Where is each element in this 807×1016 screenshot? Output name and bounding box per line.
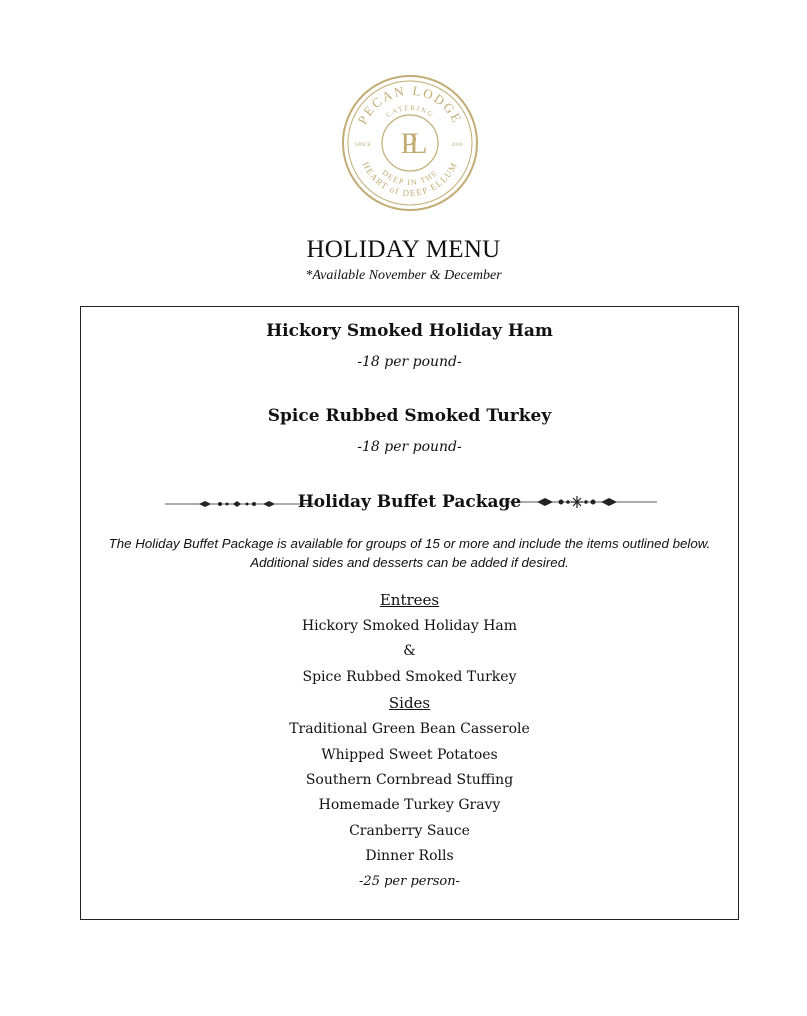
buffet-title: Holiday Buffet Package — [297, 492, 522, 512]
sides-heading: Sides — [388, 694, 431, 712]
side-item: Homemade Turkey Gravy — [318, 797, 501, 813]
logo-monogram: PL — [400, 127, 420, 160]
buffet-description-line-1: The Holiday Buffet Package is available for groups of 15 or more and include the items outlined below. — [108, 536, 711, 551]
logo-sub-text: CATERING — [384, 103, 436, 120]
pecan-lodge-logo — [340, 73, 480, 213]
entree-item: Hickory Smoked Holiday Ham — [301, 618, 518, 634]
right-flourish-icon — [505, 494, 657, 510]
side-item: Cranberry Sauce — [349, 823, 470, 839]
entree-item: Spice Rubbed Smoked Turkey — [302, 669, 517, 685]
side-item: Traditional Green Bean Casserole — [289, 721, 530, 737]
entrees-heading: Entrees — [379, 591, 440, 609]
menu-box — [80, 306, 739, 920]
buffet-price: -25 per person- — [359, 874, 460, 889]
buffet-description-line-2: Additional sides and desserts can be added if desired. — [250, 555, 569, 570]
logo-since-label: SINCE — [355, 142, 371, 148]
logo-since-year: 2010 — [451, 142, 463, 148]
side-item: Southern Cornbread Stuffing — [305, 772, 514, 788]
item-title-ham: Hickory Smoked Holiday Ham — [266, 321, 553, 341]
item-title-turkey: Spice Rubbed Smoked Turkey — [267, 406, 552, 426]
logo-tagline-2: HEART of DEEP ELLUM — [360, 160, 460, 199]
item-price-ham: -18 per pound- — [357, 354, 462, 370]
logo-tagline-1: DEEP IN THE — [380, 167, 440, 188]
svg-text:CATERING — [385, 104, 436, 119]
item-price-turkey: -18 per pound- — [357, 439, 462, 455]
side-item: Dinner Rolls — [365, 848, 454, 864]
page-title: HOLIDAY MENU — [306, 236, 501, 263]
page-subtitle: *Available November & December — [305, 268, 502, 283]
side-item: Whipped Sweet Potatoes — [321, 747, 498, 763]
entree-conjunction: & — [403, 643, 416, 659]
logo-brand-text: PECAN LODGE — [354, 82, 466, 127]
